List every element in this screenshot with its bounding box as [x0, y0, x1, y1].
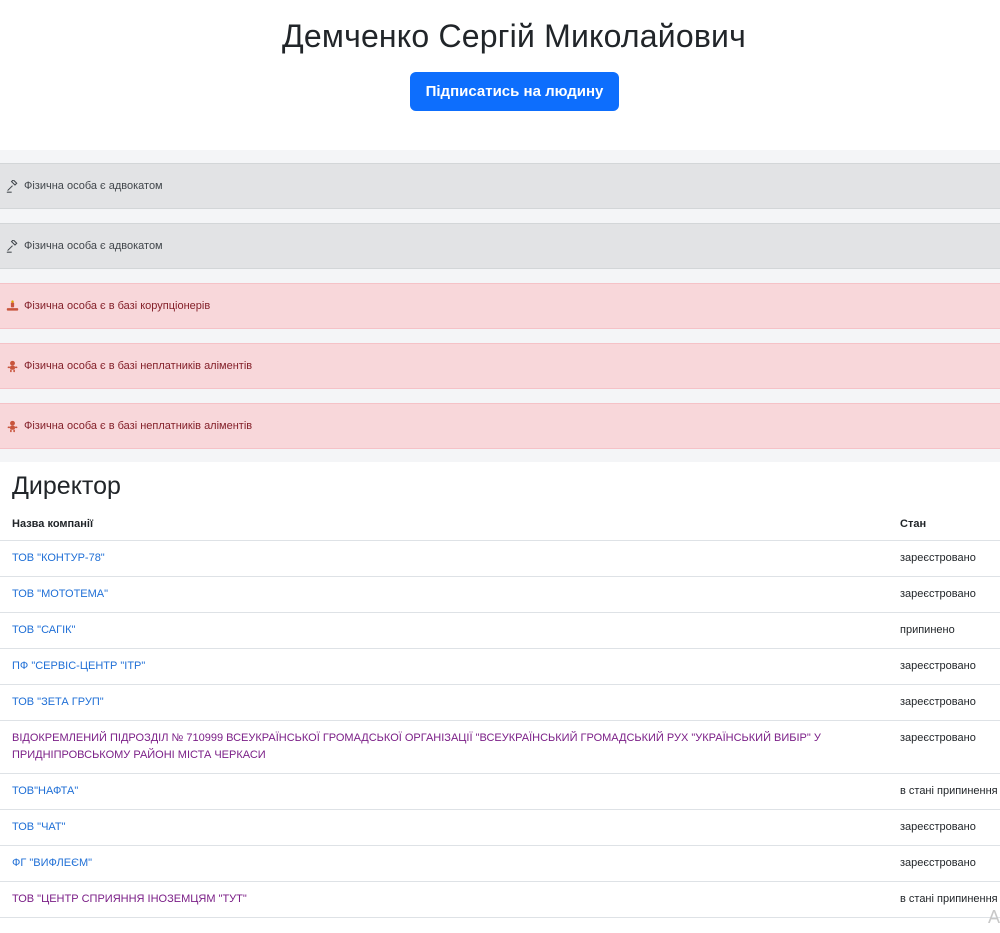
column-header-name: Назва компанії — [0, 507, 898, 541]
company-link[interactable]: ВІДОКРЕМЛЕНИЙ ПІДРОЗДІЛ № 710999 ВСЕУКРАЇНСЬКОЇ ГРОМАДСЬКОЇ ОРГАНІЗАЦІЇ "ВСЕУКРАЇНСЬКИЙ ГРОМАДСЬКИЙ РУХ "УКРАЇНСЬКИЙ ВИБІР" У ПРИДНІПРОВСЬКОМУ РАЙОНІ МІСТА ЧЕРКАСИ — [12, 732, 821, 761]
table-row — [0, 649, 1000, 685]
company-link[interactable]: ФГ "ВИФЛЕЄМ" — [12, 857, 93, 869]
page-title: Демченко Сергій Миколайович — [282, 18, 746, 54]
table-row — [0, 685, 1000, 721]
column-header-state: Стан — [898, 507, 1000, 541]
bribe-hand-icon — [6, 300, 19, 313]
company-link[interactable]: ТОВ "ЦЕНТР СПРИЯННЯ ІНОЗЕМЦЯМ "ТУТ" — [12, 893, 247, 905]
gavel-icon — [6, 180, 19, 193]
table-header-row — [0, 507, 1000, 541]
company-link[interactable]: ТОВ "САГІК" — [12, 624, 76, 636]
company-state-cell: в стані припинення — [898, 882, 1000, 918]
company-state-cell: зареєстровано — [898, 649, 1000, 685]
company-state-cell: припинено — [898, 613, 1000, 649]
gavel-icon — [6, 240, 19, 253]
alert-lawyer — [0, 163, 1000, 209]
company-state-cell: зареєстровано — [898, 810, 1000, 846]
baby-icon — [6, 420, 19, 433]
table-row — [0, 846, 1000, 882]
company-name-cell — [0, 721, 898, 774]
company-name-cell — [0, 649, 898, 685]
company-name-cell — [0, 810, 898, 846]
company-link[interactable]: ТОВ "КОНТУР-78" — [12, 552, 105, 564]
alert-alimony — [0, 343, 1000, 389]
alerts-panel — [0, 150, 1000, 462]
company-state-cell: зареєстровано — [898, 541, 1000, 577]
table-row — [0, 882, 1000, 918]
subscribe-button[interactable]: Підписатись на людину — [410, 72, 619, 111]
company-link[interactable]: ПФ "СЕРВІС-ЦЕНТР "ІТР" — [12, 660, 146, 672]
company-state-cell: в стані припинення — [898, 774, 1000, 810]
alert-text: Фізична особа є в базі неплатників аліментів — [24, 360, 253, 372]
table-row — [0, 541, 1000, 577]
alert-text: Фізична особа є адвокатом — [24, 180, 163, 192]
company-name-cell — [0, 882, 898, 918]
companies-table — [0, 507, 1000, 918]
alert-text: Фізична особа є в базі корупціонерів — [24, 300, 211, 312]
table-row — [0, 613, 1000, 649]
company-link[interactable]: ТОВ "ЧАТ" — [12, 821, 66, 833]
table-row — [0, 774, 1000, 810]
company-state-cell: зареєстровано — [898, 846, 1000, 882]
company-state-cell: зареєстровано — [898, 577, 1000, 613]
company-name-cell — [0, 685, 898, 721]
company-link[interactable]: ТОВ "МОТОТЕМА" — [12, 588, 109, 600]
watermark: A — [988, 907, 1000, 927]
company-state-cell: зареєстровано — [898, 685, 1000, 721]
company-name-cell — [0, 613, 898, 649]
baby-icon — [6, 360, 19, 373]
alert-alimony — [0, 403, 1000, 449]
company-name-cell — [0, 541, 898, 577]
director-section-title: Директор — [12, 472, 121, 500]
company-name-cell — [0, 774, 898, 810]
table-row — [0, 721, 1000, 774]
company-name-cell — [0, 846, 898, 882]
company-link[interactable]: ТОВ "ЗЕТА ГРУП" — [12, 696, 104, 708]
table-row — [0, 577, 1000, 613]
company-link[interactable]: ТОВ"НАФТА" — [12, 785, 79, 797]
company-state-cell: зареєстровано — [898, 721, 1000, 774]
company-name-cell — [0, 577, 898, 613]
alert-lawyer — [0, 223, 1000, 269]
alert-text: Фізична особа є в базі неплатників аліментів — [24, 420, 253, 432]
alert-corruption — [0, 283, 1000, 329]
table-row — [0, 810, 1000, 846]
alert-text: Фізична особа є адвокатом — [24, 240, 163, 252]
